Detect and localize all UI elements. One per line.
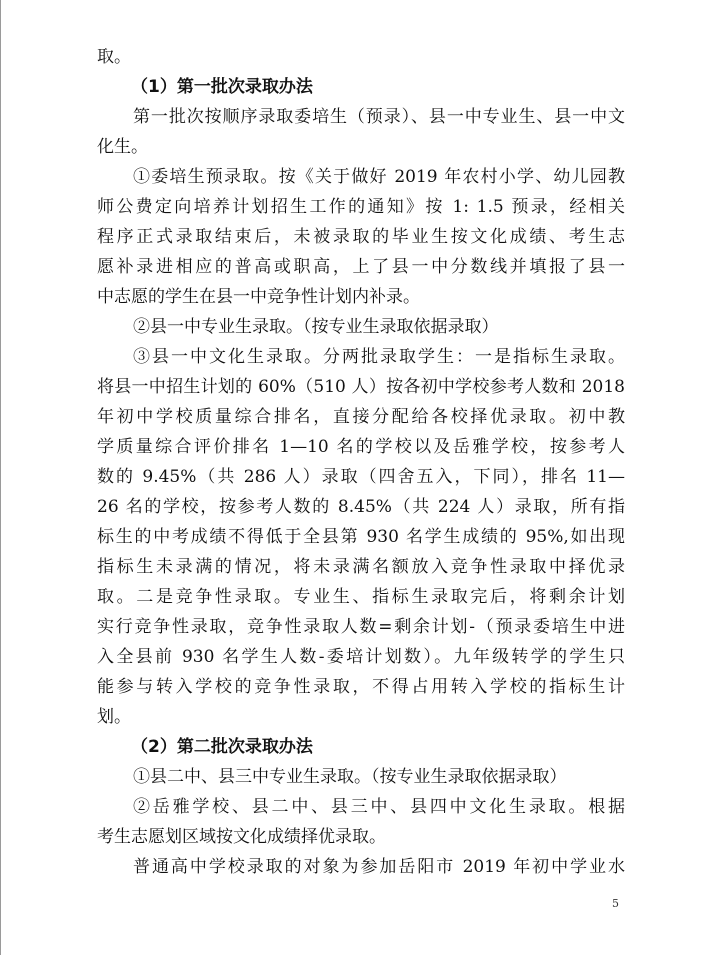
page-left-border — [0, 0, 1, 955]
body-line: 考生志愿划区域按文化成绩择优录取。 — [97, 827, 386, 847]
body-line: 普通高中学校录取的对象为参加岳阳市 2019 年初中学业水 — [133, 857, 625, 877]
body-line: ③县一中文化生录取。分两批录取学生：一是指标生录取。 — [133, 347, 625, 367]
section-heading-second-batch: （2）第二批次录取办法 — [131, 737, 313, 757]
body-line: 数的 9.45%（共 286 人）录取（四舍五入，下同），排名 11— — [97, 467, 625, 487]
body-line: ①委培生预录取。按《关于做好 2019 年农村小学、幼儿园教 — [133, 167, 625, 187]
body-line: 师公费定向培养计划招生工作的通知》按 1: 1.5 预录，经相关 — [97, 197, 625, 217]
body-line: 愿补录进相应的普高或职高，上了县一中分数线并填报了县一 — [97, 257, 625, 277]
body-line: 化生。 — [97, 137, 148, 157]
body-line: 能参与转入学校的竞争性录取，不得占用转入学校的指标生计 — [97, 677, 625, 697]
body-line: 入全县前 930 名学生人数-委培计划数）。九年级转学的学生只 — [97, 647, 625, 667]
body-line: ②岳雅学校、县二中、县三中、县四中文化生录取。根据 — [133, 797, 625, 817]
body-line: 程序正式录取结束后，未被录取的毕业生按文化成绩、考生志 — [97, 227, 625, 247]
body-line: 26 名的学校，按参考人数的 8.45%（共 224 人）录取，所有指 — [97, 497, 625, 517]
section-heading-first-batch: （1）第一批次录取办法 — [131, 77, 313, 97]
body-line: 标生的中考成绩不得低于全县第 930 名学生成绩的 95%,如出现 — [97, 527, 625, 547]
body-line: 第一批次按顺序录取委培生（预录）、县一中专业生、县一中文 — [133, 107, 625, 127]
body-line: 实行竞争性录取，竞争性录取人数=剩余计划-（预录委培生中进 — [97, 617, 625, 637]
body-line: 中志愿的学生在县一中竞争性计划内补录。 — [97, 287, 420, 307]
document-body — [97, 42, 625, 882]
body-line: 年初中学校质量综合排名，直接分配给各校择优录取。初中教 — [97, 407, 625, 427]
body-line: 学质量综合评价排名 1—10 名的学校以及岳雅学校，按参考人 — [97, 437, 625, 457]
body-line: ②县一中专业生录取。（按专业生录取依据录取） — [133, 317, 499, 337]
body-line: ①县二中、县三中专业生录取。（按专业生录取依据录取） — [133, 767, 567, 787]
body-line: 划。 — [97, 707, 131, 727]
body-line-continuation: 取。 — [97, 47, 131, 67]
body-line: 取。二是竞争性录取。专业生、指标生录取完后，将剩余计划 — [97, 587, 625, 607]
body-line: 指标生未录满的情况，将未录满名额放入竞争性录取中择优录 — [97, 557, 625, 577]
page-number: 5 — [612, 897, 619, 910]
body-line: 将县一中招生计划的 60%（510 人）按各初中学校参考人数和 2018 — [97, 377, 625, 397]
